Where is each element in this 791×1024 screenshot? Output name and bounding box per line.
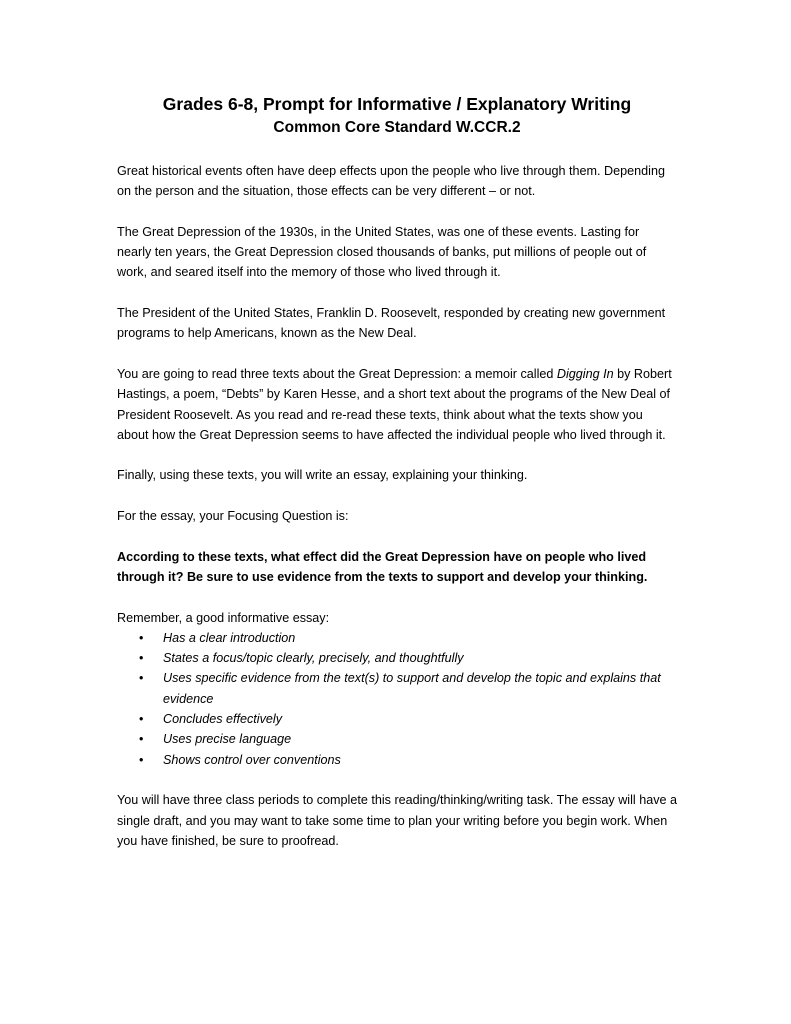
three-texts-rest: by Robert Hastings, a poem, “Debts” by Karen Hesse, and a short text about the programs of the New Deal of President Roosevelt. As you read and re-read these texts, think about what the texts show you about how the Great Depression seems to have affected the individual people who lived through it. bbox=[117, 366, 672, 442]
list-item bbox=[117, 628, 677, 648]
paragraph-three-texts bbox=[117, 364, 677, 445]
criteria-text: States a focus/topic clearly, precisely, and thoughtfully bbox=[163, 651, 464, 666]
list-item bbox=[117, 709, 677, 729]
list-item bbox=[117, 668, 677, 709]
criteria-text: Uses specific evidence from the text(s) to support and develop the topic and explains that evidence bbox=[163, 671, 661, 706]
paragraph-new-deal: The President of the United States, Franklin D. Roosevelt, responded by creating new government programs to help Americans, known as the New Deal. bbox=[117, 306, 666, 341]
list-item bbox=[117, 648, 677, 668]
paragraph-historical-events: Great historical events often have deep effects upon the people who live through them. Depending on the person and the situation, those effects can be very different – or not. bbox=[117, 164, 665, 199]
criteria-list bbox=[117, 628, 677, 770]
bullet-icon: • bbox=[139, 671, 144, 686]
three-texts-intro: You are going to read three texts about the Great Depression: a memoir called bbox=[117, 366, 557, 381]
memoir-title: Digging In bbox=[556, 366, 614, 381]
criteria-text: Uses precise language bbox=[163, 732, 292, 747]
paragraph-focusing-question-label: For the essay, your Focusing Question is: bbox=[117, 509, 349, 524]
list-item bbox=[117, 750, 677, 770]
criteria-text: Concludes effectively bbox=[163, 712, 283, 727]
list-item bbox=[117, 729, 677, 749]
criteria-text: Shows control over conventions bbox=[163, 752, 341, 767]
focusing-question: According to these texts, what effect did the Great Depression have on people who lived through it? Be sure to use evidence from the texts to support and develop your thinking. bbox=[117, 549, 648, 584]
paragraph-great-depression: The Great Depression of the 1930s, in the United States, was one of these events. Lasting for nearly ten years, the Great Depression closed thousands of banks, put millions of people out of work, and seared itself into the memory of those who lived through it. bbox=[117, 224, 647, 280]
bullet-icon: • bbox=[139, 651, 144, 666]
bullet-icon: • bbox=[139, 732, 144, 747]
criteria-text: Has a clear introduction bbox=[163, 630, 296, 645]
bullet-icon: • bbox=[139, 630, 144, 645]
bullet-icon: • bbox=[139, 752, 144, 767]
document-title: Grades 6-8, Prompt for Informative / Explanatory Writing bbox=[162, 94, 632, 114]
document-subtitle: Common Core Standard W.CCR.2 bbox=[273, 119, 521, 136]
paragraph-essay-instruction: Finally, using these texts, you will write an essay, explaining your thinking. bbox=[117, 468, 528, 483]
criteria-intro: Remember, a good informative essay: bbox=[117, 610, 330, 625]
bullet-icon: • bbox=[139, 712, 144, 727]
paragraph-closing: You will have three class periods to complete this reading/thinking/writing task. The essay will have a single draft, and you may want to take some time to plan your writing before you begin work. When you have finished, be sure to proofread. bbox=[117, 793, 678, 848]
document-page bbox=[117, 92, 677, 871]
